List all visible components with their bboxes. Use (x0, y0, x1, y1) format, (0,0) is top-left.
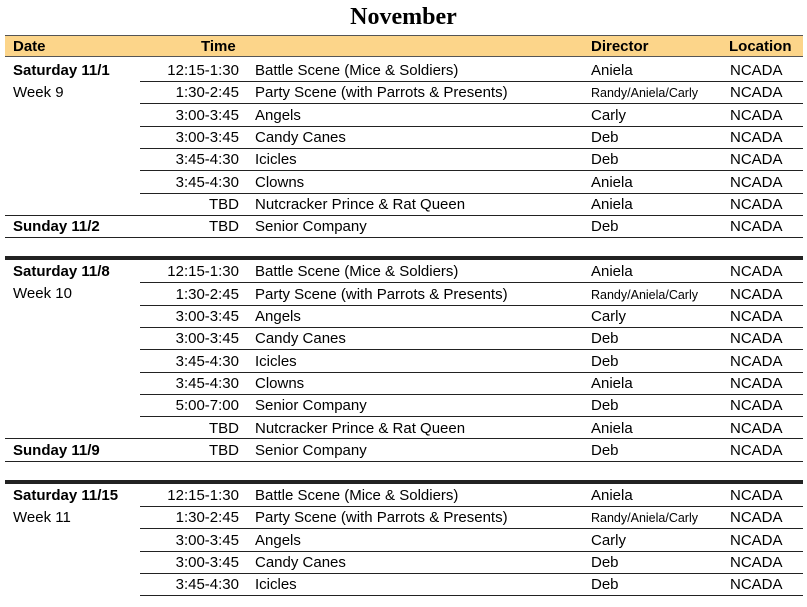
location-cell: NCADA (730, 263, 783, 281)
header-time: Time (201, 38, 236, 55)
director-cell: Randy/Aniela/Carly (591, 511, 698, 526)
event-cell: Icicles (255, 151, 297, 169)
location-cell: NCADA (730, 397, 783, 415)
director-cell: Deb (591, 554, 619, 571)
date-label: Sunday 11/2 (13, 218, 100, 236)
table-row (0, 284, 807, 306)
event-cell: Icicles (255, 352, 297, 370)
time-cell: 1:30-2:45 (175, 285, 239, 303)
location-cell: NCADA (730, 62, 783, 79)
header-director: Director (591, 38, 649, 55)
location-cell: NCADA (730, 509, 783, 527)
event-cell: Clowns (255, 374, 305, 392)
time-cell: 3:45-4:30 (175, 173, 239, 191)
director-cell: Aniela (591, 62, 633, 79)
event-cell: Candy Canes (255, 554, 346, 571)
director-cell: Carly (591, 106, 627, 124)
time-cell: 12:15-1:30 (167, 263, 239, 281)
table-row (0, 149, 807, 171)
table-row (0, 105, 807, 127)
page-title: November (350, 4, 457, 30)
director-cell: Deb (591, 330, 619, 348)
date-label: Saturday 11/1 (13, 62, 110, 79)
time-cell: 3:00-3:45 (175, 308, 239, 325)
event-cell: Battle Scene (Mice & Soldiers) (255, 487, 459, 505)
table-row (0, 485, 807, 507)
header-date: Date (13, 38, 46, 55)
location-cell: NCADA (730, 441, 783, 459)
header-location: Location (729, 38, 792, 55)
block-divider (5, 461, 803, 462)
table-row (0, 418, 807, 440)
event-cell: Nutcracker Prince & Rat Queen (255, 419, 466, 437)
director-cell: Deb (591, 218, 619, 236)
time-cell: TBD (209, 419, 239, 437)
director-cell: Aniela (591, 487, 633, 505)
director-cell: Deb (591, 397, 619, 415)
table-row (0, 395, 807, 417)
table-row (0, 530, 807, 552)
location-cell: NCADA (730, 195, 783, 213)
time-cell: TBD (209, 441, 239, 459)
location-cell: NCADA (730, 218, 783, 236)
table-row (0, 194, 807, 216)
director-cell: Deb (591, 151, 619, 169)
location-cell: NCADA (730, 84, 783, 102)
director-cell: Carly (591, 531, 627, 549)
director-cell: Aniela (591, 195, 633, 213)
week-label: Week 9 (13, 84, 64, 101)
time-cell: TBD (209, 195, 239, 213)
date-label: Saturday 11/8 (13, 263, 110, 281)
time-cell: 3:45-4:30 (175, 576, 239, 594)
date-label: Sunday 11/9 (13, 441, 100, 459)
week-label: Week 10 (13, 285, 72, 303)
director-cell: Randy/Aniela/Carly (591, 287, 698, 302)
table-row (0, 261, 807, 283)
location-cell: NCADA (730, 374, 783, 392)
event-cell: Battle Scene (Mice & Soldiers) (255, 263, 459, 281)
event-cell: Angels (255, 531, 301, 549)
table-row (0, 127, 807, 149)
director-cell: Deb (591, 352, 619, 370)
location-cell: NCADA (730, 308, 783, 325)
table-row (0, 172, 807, 194)
table-row (0, 574, 807, 596)
time-cell: 1:30-2:45 (175, 509, 239, 527)
time-cell: 1:30-2:45 (175, 84, 239, 102)
time-cell: 12:15-1:30 (167, 487, 239, 505)
time-cell: 12:15-1:30 (167, 62, 239, 79)
location-cell: NCADA (730, 330, 783, 348)
table-row (0, 552, 807, 574)
director-cell: Carly (591, 308, 627, 325)
table-row (0, 82, 807, 104)
director-cell: Aniela (591, 419, 633, 437)
table-row (0, 216, 807, 238)
location-cell: NCADA (730, 531, 783, 549)
director-cell: Randy/Aniela/Carly (591, 86, 698, 101)
event-cell: Clowns (255, 173, 305, 191)
location-cell: NCADA (730, 128, 783, 146)
time-cell: TBD (209, 218, 239, 236)
table-row (0, 306, 807, 328)
director-cell: Aniela (591, 173, 633, 191)
event-cell: Party Scene (with Parrots & Presents) (255, 285, 508, 303)
week-divider (5, 480, 803, 484)
event-cell: Nutcracker Prince & Rat Queen (255, 195, 466, 213)
director-cell: Deb (591, 441, 619, 459)
date-label: Saturday 11/15 (13, 487, 119, 505)
event-cell: Senior Company (255, 397, 367, 415)
time-cell: 3:45-4:30 (175, 352, 239, 370)
director-cell: Deb (591, 128, 619, 146)
table-header (5, 35, 803, 57)
table-row (0, 507, 807, 529)
director-cell: Deb (591, 576, 619, 594)
event-cell: Angels (255, 308, 301, 325)
event-cell: Party Scene (with Parrots & Presents) (255, 509, 508, 527)
week-divider (5, 256, 803, 260)
event-cell: Angels (255, 106, 301, 124)
time-cell: 3:00-3:45 (175, 128, 239, 146)
event-cell: Party Scene (with Parrots & Presents) (255, 84, 508, 102)
table-row (0, 351, 807, 373)
director-cell: Aniela (591, 374, 633, 392)
event-cell: Senior Company (255, 441, 367, 459)
event-cell: Senior Company (255, 218, 367, 236)
event-cell: Battle Scene (Mice & Soldiers) (255, 62, 459, 79)
location-cell: NCADA (730, 352, 783, 370)
event-cell: Icicles (255, 576, 297, 594)
block-divider (140, 595, 803, 596)
location-cell: NCADA (730, 285, 783, 303)
time-cell: 3:00-3:45 (175, 531, 239, 549)
time-cell: 5:00-7:00 (175, 397, 239, 415)
location-cell: NCADA (730, 151, 783, 169)
table-row (0, 60, 807, 82)
director-cell: Aniela (591, 263, 633, 281)
location-cell: NCADA (730, 173, 783, 191)
event-cell: Candy Canes (255, 330, 346, 348)
table-row (0, 440, 807, 462)
time-cell: 3:00-3:45 (175, 330, 239, 348)
week-label: Week 11 (13, 509, 71, 527)
block-divider (5, 237, 803, 238)
location-cell: NCADA (730, 419, 783, 437)
table-row (0, 373, 807, 395)
location-cell: NCADA (730, 554, 783, 571)
event-cell: Candy Canes (255, 128, 346, 146)
location-cell: NCADA (730, 576, 783, 594)
table-row (0, 328, 807, 350)
time-cell: 3:45-4:30 (175, 374, 239, 392)
location-cell: NCADA (730, 106, 783, 124)
time-cell: 3:00-3:45 (175, 106, 239, 124)
time-cell: 3:00-3:45 (175, 554, 239, 571)
location-cell: NCADA (730, 487, 783, 505)
time-cell: 3:45-4:30 (175, 151, 239, 169)
